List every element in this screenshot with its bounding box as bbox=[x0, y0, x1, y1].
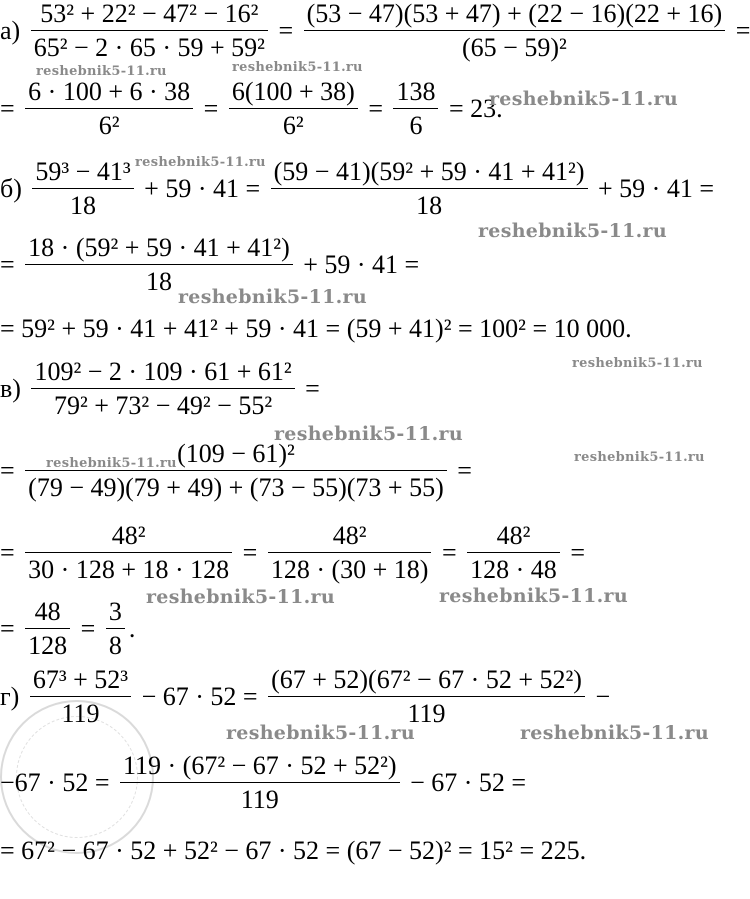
fraction-bar bbox=[304, 30, 726, 31]
fraction bbox=[25, 78, 193, 140]
denominator: 18 bbox=[416, 191, 443, 221]
math-text: г) bbox=[0, 681, 26, 711]
math-line bbox=[0, 158, 743, 220]
fraction-bar bbox=[467, 552, 560, 553]
math-text: = bbox=[74, 613, 102, 643]
fraction bbox=[120, 752, 400, 814]
numerator: 59³ − 41³ bbox=[35, 157, 131, 186]
fraction bbox=[32, 158, 133, 220]
fraction bbox=[25, 598, 70, 660]
watermark: reshebnik5-11.ru bbox=[36, 64, 167, 79]
numerator: 3 bbox=[108, 597, 122, 626]
numerator: 109² − 2 · 109 · 61 + 61² bbox=[34, 357, 292, 386]
denominator: 6² bbox=[282, 111, 304, 141]
watermark: reshebnik5-11.ru bbox=[46, 456, 177, 471]
denominator: 65² − 2 · 65 · 59 + 59² bbox=[33, 33, 265, 63]
math-line bbox=[0, 666, 743, 728]
denominator: (65 − 59)² bbox=[462, 33, 567, 63]
fraction bbox=[30, 666, 131, 728]
math-text: = bbox=[0, 249, 22, 279]
math-text: = bbox=[361, 93, 390, 123]
math-text: −67 · 52 = bbox=[0, 767, 116, 797]
numerator: (53 − 47)(53 + 47) + (22 − 16)(22 + 16) bbox=[306, 0, 723, 28]
watermark: reshebnik5-11.ru bbox=[574, 450, 705, 465]
fraction-bar bbox=[268, 552, 432, 553]
math-text: = bbox=[0, 455, 22, 485]
watermark: reshebnik5-11.ru bbox=[226, 722, 415, 744]
math-text: = 67² − 67 · 52 + 52² − 67 · 52 = (67 − 52)² = 15² = 225. bbox=[0, 836, 587, 865]
math-text: = bbox=[0, 93, 22, 123]
fraction bbox=[268, 522, 432, 584]
fraction bbox=[304, 0, 726, 62]
watermark: reshebnik5-11.ru bbox=[478, 220, 667, 242]
math-text: = bbox=[435, 537, 464, 567]
fraction bbox=[271, 158, 588, 220]
math-text: = 59² + 59 · 41 + 41² + 59 · 41 = (59 + 41)² = 100² = 10 000. bbox=[0, 314, 632, 343]
fraction bbox=[31, 0, 268, 62]
math-line bbox=[0, 752, 743, 814]
math-text: = bbox=[197, 93, 225, 123]
fraction bbox=[31, 358, 294, 420]
math-line bbox=[0, 234, 743, 296]
math-line bbox=[0, 598, 743, 660]
denominator: 6 bbox=[409, 111, 423, 141]
denominator: 79² + 73² − 49² − 55² bbox=[53, 391, 273, 421]
fraction-bar bbox=[31, 30, 268, 31]
math-text: = bbox=[729, 15, 750, 45]
fraction-bar bbox=[120, 782, 400, 783]
denominator: 18 bbox=[70, 191, 97, 221]
fraction-bar bbox=[25, 552, 232, 553]
denominator: 30 · 128 + 18 · 128 bbox=[28, 555, 230, 585]
watermark: reshebnik5-11.ru bbox=[520, 722, 709, 744]
math-text: = bbox=[298, 373, 320, 403]
numerator: 18 · (59² + 59 · 41 + 41²) bbox=[28, 233, 290, 262]
numerator: 6 · 100 + 6 · 38 bbox=[28, 77, 191, 106]
math-text: = bbox=[0, 537, 22, 567]
watermark: reshebnik5-11.ru bbox=[572, 356, 703, 371]
numerator: (59 − 41)(59² + 59 · 41 + 41²) bbox=[273, 157, 585, 186]
math-line bbox=[0, 836, 743, 866]
math-text: б) bbox=[0, 173, 29, 203]
fraction-bar bbox=[229, 108, 358, 109]
numerator: 48² bbox=[332, 521, 367, 550]
fraction-bar bbox=[31, 388, 294, 389]
denominator: 128 · 48 bbox=[470, 555, 557, 585]
math-line bbox=[0, 314, 743, 344]
math-text: = bbox=[0, 613, 22, 643]
numerator: 48² bbox=[111, 521, 146, 550]
numerator: (109 − 61)² bbox=[177, 439, 295, 468]
math-text: = bbox=[563, 537, 585, 567]
fraction-bar bbox=[25, 264, 293, 265]
numerator: 48 bbox=[34, 597, 61, 626]
fraction-bar bbox=[25, 628, 70, 629]
fraction bbox=[467, 522, 560, 584]
math-text: = bbox=[236, 537, 264, 567]
numerator: 138 bbox=[396, 77, 436, 106]
math-text: + 59 · 41 = bbox=[296, 249, 420, 279]
fraction bbox=[393, 78, 438, 140]
fraction bbox=[229, 78, 358, 140]
denominator: 128 bbox=[28, 631, 68, 661]
numerator: 48² bbox=[496, 521, 531, 550]
math-line bbox=[0, 522, 743, 584]
math-text: + 59 · 41 = bbox=[591, 173, 714, 203]
math-text: = bbox=[450, 455, 472, 485]
fraction-bar bbox=[106, 628, 125, 629]
watermark: reshebnik5-11.ru bbox=[274, 423, 463, 445]
math-text: − 67 · 52 = bbox=[403, 767, 527, 797]
watermark: reshebnik5-11.ru bbox=[178, 286, 367, 308]
numerator: 53² + 22² − 47² − 16² bbox=[40, 0, 259, 28]
denominator: 128 · (30 + 18) bbox=[270, 555, 429, 585]
denominator: 8 bbox=[108, 631, 122, 661]
math-text: = bbox=[271, 15, 300, 45]
denominator: (79 − 49)(79 + 49) + (73 − 55)(73 + 55) bbox=[28, 473, 444, 503]
watermark: reshebnik5-11.ru bbox=[146, 586, 335, 608]
numerator: (67 + 52)(67² − 67 · 52 + 52²) bbox=[271, 665, 582, 694]
fraction-bar bbox=[393, 108, 438, 109]
numerator: 6(100 + 38) bbox=[231, 77, 355, 106]
math-text: в) bbox=[0, 373, 28, 403]
fraction bbox=[106, 598, 125, 660]
fraction-bar bbox=[268, 696, 585, 697]
math-text: . bbox=[128, 613, 136, 643]
numerator: 119 · (67² − 67 · 52 + 52²) bbox=[122, 751, 397, 780]
fraction bbox=[25, 522, 232, 584]
watermark: reshebnik5-11.ru bbox=[232, 60, 363, 75]
denominator: 6² bbox=[98, 111, 120, 141]
math-text: + 59 · 41 = bbox=[137, 173, 267, 203]
denominator: 18 bbox=[145, 267, 172, 297]
fraction-bar bbox=[32, 188, 133, 189]
math-text: − bbox=[588, 681, 611, 711]
fraction-bar bbox=[25, 108, 193, 109]
watermark: reshebnik5-11.ru bbox=[439, 585, 628, 607]
watermark: reshebnik5-11.ru bbox=[135, 155, 266, 170]
math-text: = 23. bbox=[442, 93, 503, 123]
math-text: − 67 · 52 = bbox=[135, 681, 265, 711]
fraction bbox=[268, 666, 585, 728]
fraction-bar bbox=[30, 696, 131, 697]
numerator: 67³ + 52³ bbox=[32, 665, 129, 694]
denominator: 119 bbox=[240, 785, 279, 815]
math-line bbox=[0, 0, 750, 63]
watermark: reshebnik5-11.ru bbox=[489, 88, 678, 110]
denominator: 119 bbox=[407, 699, 446, 729]
fraction-bar bbox=[271, 188, 588, 189]
denominator: 119 bbox=[61, 699, 100, 729]
math-text: а) bbox=[0, 15, 27, 45]
